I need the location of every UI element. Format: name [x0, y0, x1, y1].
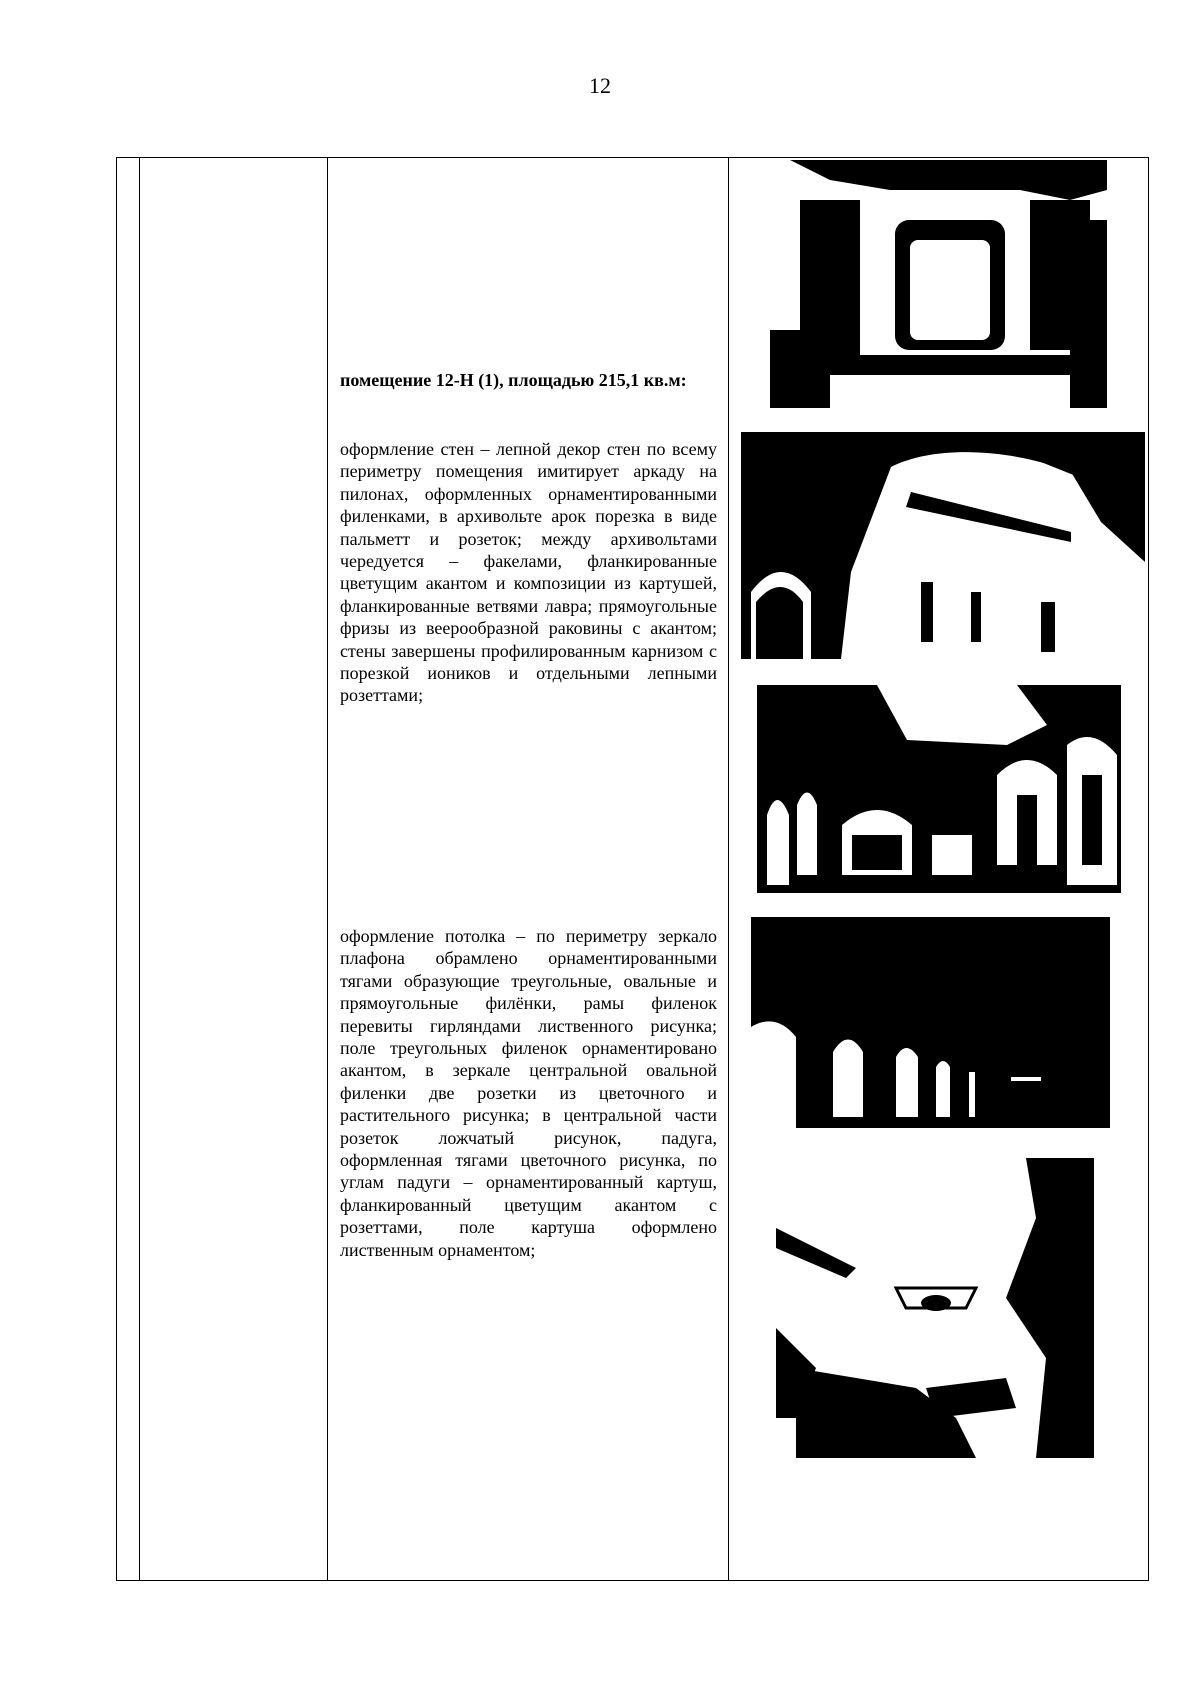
photo-arched-windows	[751, 917, 1110, 1128]
column-divider	[139, 158, 140, 1580]
walls-description: оформление стен – лепной декор стен по всему периметру помещения имитирует аркаду на пилонах, оформленных орнаментированными филенками, в архивольте арок порезка в виде пальметт и розеток; между архивольтами чередуется – факелами, фланкированные цветущим акантом и композиции из картушей, фланкированные ветвями лавра; прямоугольные фризы из веерообразной раковины с акантом; стены завершены профилированным карнизом с порезкой иоников и отдельными лепными розеттами;	[340, 439, 717, 706]
photo-hall-arcade-1	[741, 432, 1145, 659]
page-number: 12	[589, 73, 611, 98]
photo-pilaster-panel	[770, 160, 1107, 408]
column-divider	[327, 158, 328, 1580]
room-heading: помещение 12-Н (1), площадью 215,1 кв.м:	[340, 370, 687, 390]
ceiling-description: оформление потолка – по периметру зеркало плафона обрамлено орнаментированными тягами образующие треугольные, овальные и прямоугольные филёнки, рамы филенок перевиты гирляндами лиственного рисунка; поле треугольных филенок орнаментировано акантом, в зеркале центральной овальной филенки две розетки из цветочного и растительного рисунка; в центральной части розеток ложчатый рисунок, падуга, оформленная тягами цветочного рисунка, по углам падуги – орнаментированный картуш, фланкированный цветущим акантом с розеттами, поле картуша оформлено лиственным орнаментом;	[340, 926, 717, 1260]
column-divider	[728, 158, 729, 1580]
photo-ceiling-corner	[776, 1158, 1094, 1458]
photo-hall-arcade-2	[757, 685, 1121, 893]
